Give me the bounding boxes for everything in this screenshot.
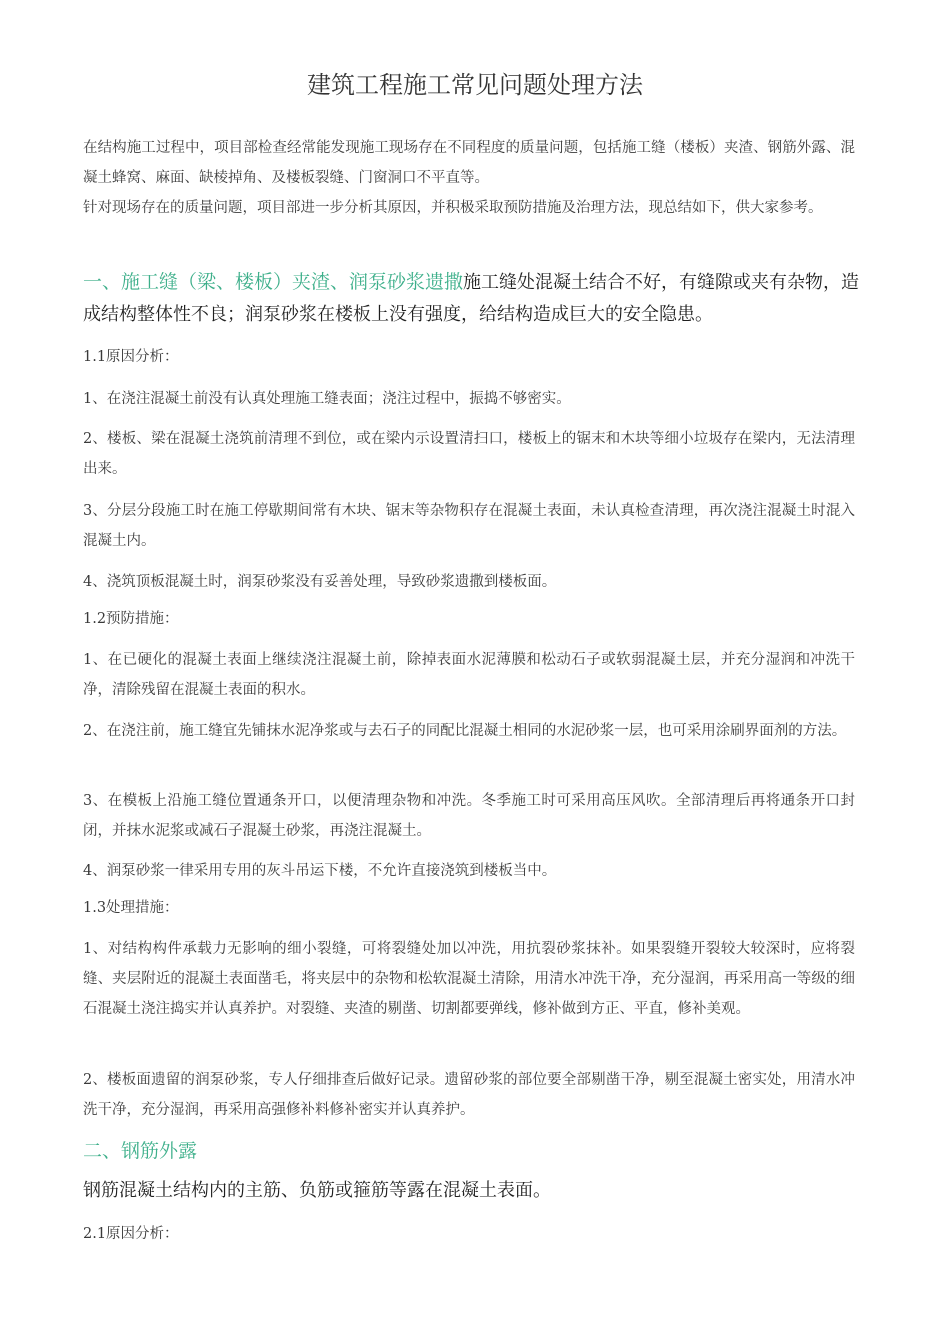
section-1-cause-1: 1、在浇注混凝土前没有认真处理施工缝表面；浇注过程中，振捣不够密实。 <box>83 391 571 407</box>
section-1-treatment-label: 1.3处理措施： <box>83 900 179 916</box>
section-1-prevention-1: 1、在已硬化的混凝土表面上继续浇注混凝土前，除掉表面水泥薄膜和松动石子或软弱混凝土层，并充分湿润和冲洗干净，清除残留在混凝土表面的积水。 <box>83 652 855 698</box>
section-1-cause-3: 3、分层分段施工时在施工停歇期间常有木块、锯末等杂物积存在混凝土表面，未认真检查清理，再次浇注混凝土时混入混凝土内。 <box>83 503 855 549</box>
section-2-cause-label: 2.1原因分析： <box>83 1226 179 1242</box>
section-1-prevention-2: 2、在浇注前，施工缝宜先铺抹水泥净浆或与去石子的同配比混凝土相同的水泥砂浆一层，也可采用涂刷界面剂的方法。 <box>83 723 847 739</box>
section-1-cause-4: 4、浇筑顶板混凝土时，润泵砂浆没有妥善处理，导致砂浆遗撒到楼板面。 <box>83 574 557 590</box>
intro-paragraph-1: 在结构施工过程中，项目部检查经常能发现施工现场存在不同程度的质量问题，包括施工缝（楼板）夹渣、钢筋外露、混凝土蜂窝、麻面、缺棱掉角、及楼板裂缝、门窗洞口不平直等。 <box>83 140 855 186</box>
section-1-treatment-1: 1、对结构构件承载力无影响的细小裂缝，可将裂缝处加以冲洗，用抗裂砂浆抹补。如果裂缝开裂较大较深时，应将裂缝、夹层附近的混凝土表面凿毛，将夹层中的杂物和松软混凝土清除，用清水冲洗干净，充分湿润，再采用高一等级的细石混凝土浇注捣实并认真养护。对裂缝、夹渣的剔凿、切割都要弹线，修补做到方正、平直，修补美观。 <box>83 941 855 1017</box>
section-1-treatment-2: 2、楼板面遗留的润泵砂浆，专人仔细排查后做好记录。遗留砂浆的部位要全部剔凿干净，剔至混凝土密实处，用清水冲洗干净，充分湿润，再采用高强修补料修补密实并认真养护。 <box>83 1072 855 1118</box>
document-title: 建筑工程施工常见问题处理方法 <box>307 71 643 99</box>
intro-paragraph-2: 针对现场存在的质量问题，项目部进一步分析其原因，并积极采取预防措施及治理方法，现总结如下，供大家参考。 <box>83 200 823 216</box>
section-1-prevention-label: 1.2预防措施： <box>83 611 179 627</box>
section-1-heading: 一、施工缝（梁、楼板）夹渣、润泵砂浆遗撒 <box>83 271 464 293</box>
section-1-cause-2: 2、楼板、梁在混凝土浇筑前清理不到位，或在梁内示设置清扫口，楼板上的锯末和木块等细小垃圾存在梁内，无法清理出来。 <box>83 431 855 477</box>
section-2-lead: 钢筋混凝土结构内的主筋、负筋或箍筋等露在混凝土表面。 <box>83 1180 551 1201</box>
section-1-prevention-4: 4、润泵砂浆一律采用专用的灰斗吊运下楼，不允许直接浇筑到楼板当中。 <box>83 863 557 879</box>
section-1-cause-label: 1.1原因分析： <box>83 349 179 365</box>
section-1-prevention-3: 3、在模板上沿施工缝位置通条开口，以便清理杂物和冲洗。冬季施工时可采用高压风吹。全部清理后再将通条开口封闭，并抹水泥浆或减石子混凝土砂浆，再浇注混凝土。 <box>83 793 855 839</box>
section-1-lead: 施工缝处混凝土结合不好，有缝隙或夹有杂物，造成结构整体性不良；润泵砂浆在楼板上没有强度，给结构造成巨大的安全隐患。 <box>83 272 860 325</box>
section-2-heading: 二、钢筋外露 <box>83 1140 198 1162</box>
section-1-heading-line <box>83 266 863 331</box>
